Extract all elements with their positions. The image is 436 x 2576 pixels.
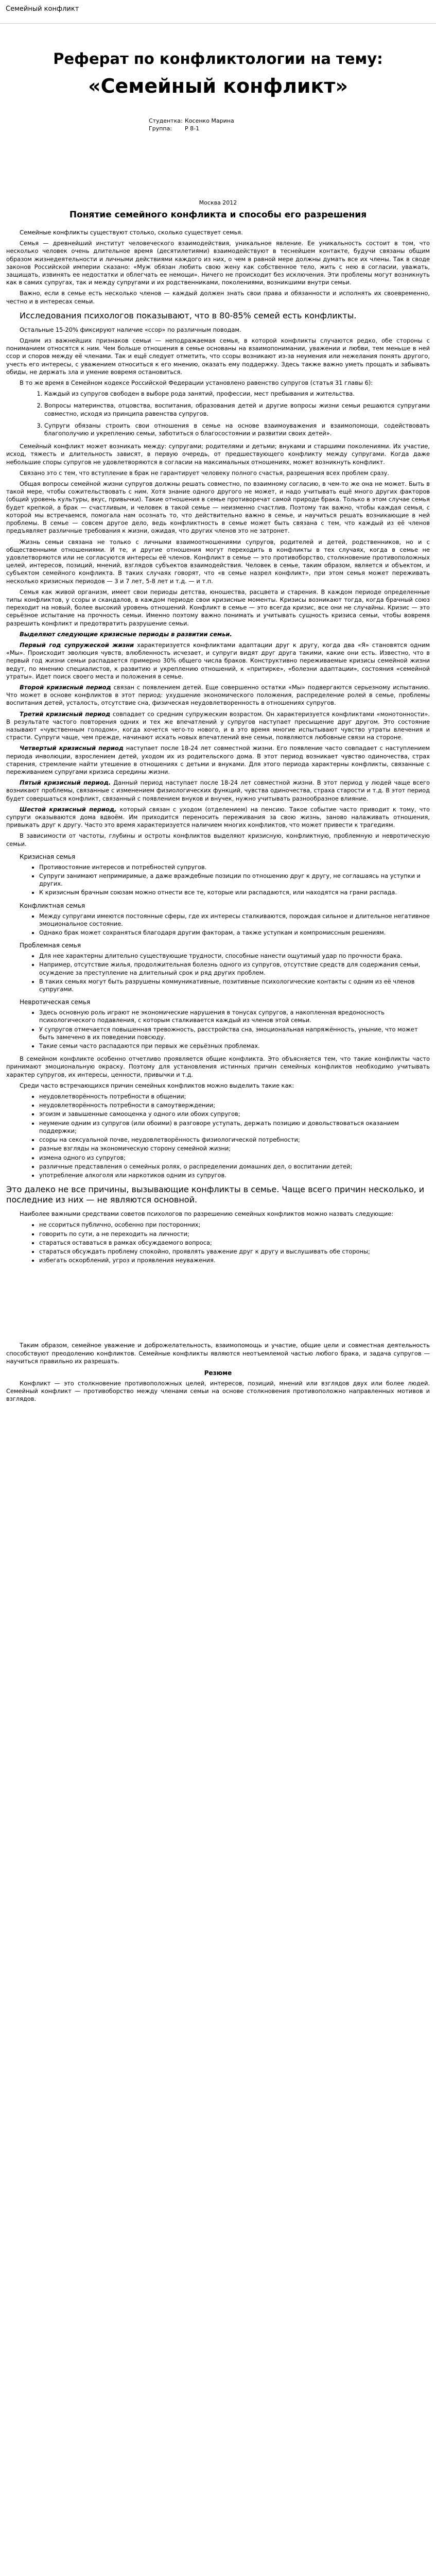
paragraph: Одним из важнейших признаков семьи — неподражаемая семья, в которой конфликты случаются редко, обе стороны с пониманием относятся к ним. Чем больше отношения в семье основаны на взаимопонимании, уважении и любви, тем меньше в ней ссор и споров между её членами. Так и ещё следует отметить, что ссоры возникают из-за неумения или нежелания понять другого, учесть его интересы, с уважением относиться к его мнению, оказать ему поддержку. Здесь также важно уметь прощать и забывать обиды, не держать зла и умение вовремя остановиться.: [6, 337, 430, 376]
period-text: характеризуется конфликтами адаптации друг к другу, когда два «Я» становятся одним «Мы». Происходит эволюция чувств, влюбленность исчезает, и супруги видят друг друга такими, какие они есть. Известно, что в первый год жизни семьи распадается примерно 30% общего числа браков. Конструктивно переживаемые кризисы семейной жизни ведут, по мнению специалистов, к развитию и укреплению отношений, к «притирке», «болезни адаптации», состояния «семейной утраты». Идет поиск своего места и положения в семье.: [6, 641, 430, 680]
period-text: Данный период наступает после 18-24 лет совместной жизни. В этот период у людей чаще всего возникают проблемы, связанные с изменением физиологических функций, чувства одиночества, страха старости и т.д. В этот период будет совершаться конфликт, связанный с появлением внуков и внучек, нужно учитывать разнообразное влияние.: [6, 779, 430, 802]
paragraph: Связано это с тем, что вступление в брак не гарантирует человеку полного счастья, разрешения всех проблем сразу.: [20, 469, 389, 477]
paragraph: Важно, если в семье есть несколько членов — каждый должен знать свои права и обязанности и исполнять их своевременно, честно и в интересах семьи.: [6, 290, 430, 305]
paragraph: В семейном конфликте особенно отчетливо проявляется общие конфликта. Это объясняется тем, что такие конфликты часто принимают эмоциональную окраску. Поэтому для установления истинных причин семейных конфликтов необходимо учитывать характер супругов, их интересы, ценности, привычки и т.д.: [6, 1055, 430, 1078]
advice-list: [6, 1221, 430, 1264]
group-value: Р 8-1: [185, 125, 200, 132]
group-label: Группа:: [149, 125, 172, 132]
family-type-heading: Невротическая семья: [20, 998, 91, 1006]
list-item: • употребление алкоголя или наркотиков одним из супругов.: [39, 1172, 430, 1179]
list-item: • Например, отсутствие жилья, продолжительная болезнь одного из супругов, отсутствие средств для содержания семьи, осуждение за преступление на длительный срок и ряд других проблем.: [39, 961, 430, 976]
list-item: • избегать оскорблений, угроз и проявления неуважения.: [39, 1257, 430, 1264]
period-label: Пятый кризисный период.: [20, 779, 111, 787]
period-label: Третий кризисный период: [20, 710, 111, 718]
list-item: • В таких семьях могут быть разрушены коммуникативные, позитивные психологические контакты с одним из её членов супругами.: [39, 978, 430, 993]
period-label: Первый год супружеской жизни: [20, 641, 134, 649]
document-body: [0, 47, 436, 1403]
section-spacer: [6, 1269, 430, 1342]
list-item: • различные представления о семейных ролях, о распределении домашних дел, о воспитании детей;: [39, 1163, 430, 1171]
paragraph: Семья как живой организм, имеет свои периоды детства, юношества, расцвета и старения. В каждом периоде определенные типы конфликтов, у ссоры и скандалов, в каждом периоде свои кризисные моменты. Кризисы возникают тогда, когда брачный союз переходит на новый, более высокий уровень отношений. Конфликт в семье — это всегда кризис, все они не случайны. Кризис — это серьёзное испытание на прочность семьи. Именно поэтому важно понимать и учитывать сущность кризиса семьи, чтобы вовремя разрешить конфликт и предотвратить разрушение семьи.: [6, 588, 430, 627]
crisis-family-list: [6, 863, 430, 897]
rights-list: [6, 390, 430, 437]
paragraph-period-2: [6, 684, 430, 707]
list-item: • говорить по сути, а не переходить на личности;: [39, 1230, 430, 1238]
paragraph: В зависимости от частоты, глубины и остроты конфликтов выделяют кризисную, конфликтную, проблемную и невротическую семьи.: [6, 832, 430, 848]
period-label: Четвертый кризисный период: [20, 744, 124, 752]
paragraph-period-4: [6, 744, 430, 776]
paragraph-period-1: [6, 641, 430, 681]
list-item: • ссоры на сексуальной почве, неудовлетворённость физиологической потребности;: [39, 1136, 430, 1144]
cover-title: [6, 47, 430, 101]
list-item: • Такие семьи часто распадаются при первых же серьёзных проблемах.: [39, 1042, 430, 1050]
paragraph: Семейный конфликт может возникать между: супругами; родителями и детьми; внуками и старшими поколениями. Их участие, исход, тяжесть и длительность зависят, в первую очередь, от предшествующего конфликту между супругами. Когда даже небольшие споры супругов не удовлетворяются в согласии на максимальных отношениях, может возникнуть конфликт.: [6, 443, 430, 466]
problem-family-list: [6, 952, 430, 993]
lead-statement: Исследования психологов показывают, что в 80-85% семей есть конфликты.: [20, 310, 357, 320]
family-type-heading: Конфликтная семья: [20, 902, 85, 909]
paragraph: Конфликт — это столкновение противоположных целей, интересов, позиций, мнений или взглядов двух или более людей. Семейный конфликт — противоборство между членами семьи на основе столкновения противоположно направленных мотивов и взглядов.: [6, 1379, 430, 1403]
list-item: • Для нее характерны длительно существующие трудности, способные нанести ощутимый удар по прочности брака.: [39, 952, 430, 960]
list-item: • измена одного из супругов;: [39, 1154, 430, 1162]
conflict-family-list: [6, 912, 430, 937]
period-text: который связан с уходом (отделением) на пенсию. Такое событие часто приводит к тому, что супруги оказываются дома вдвоём. Им приходится переносить переживания за свою жизнь, заново налаживать отношения, привыкать друг к другу. Часто это время характеризуется наличием многих конфликтов, что может привести к трагедиям.: [6, 805, 430, 829]
lead-statement: Это далеко не все причины, вызывающие конфликты в семье. Чаще всего причин несколько, и последние из них — не являются основной.: [6, 1184, 425, 1205]
list-item: • эгоизм и завышенные самооценка у одного или обоих супругов;: [39, 1110, 430, 1118]
period-text: наступает после 18-24 лет совместной жизни. Его появление часто совпадает с наступлением периода инволюции, взрослением детей, уходом их из родительского дома. В этот период возникает чувство одиночества, страх старения, стремление найти утешение в отношениях с детьми и внуками. Для этого периода характерны конфликты, связанные с переживанием супругами кризиса середины жизни.: [6, 744, 430, 775]
family-type-heading: Кризисная семья: [20, 853, 76, 860]
list-item: • неудовлетворённость потребности в общении;: [39, 1093, 430, 1100]
neurotic-family-list: [6, 1009, 430, 1050]
list-item: • стараться обсуждать проблему спокойно, проявлять уважение друг к другу и выслушивать обе стороны;: [39, 1248, 430, 1256]
paragraph-period-6: [6, 806, 430, 829]
list-item: 3. Супруги обязаны строить свои отношения в семье на основе взаимоуважения и взаимопомощи, содействовать благополучию и укреплению семьи, заботиться о благосостоянии и развитии своих детей».: [44, 422, 430, 437]
section-title: Понятие семейного конфликта и способы его разрешения: [69, 210, 367, 220]
causes-list: [6, 1093, 430, 1179]
list-item: • стараться оставаться в рамках обсуждаемого вопроса;: [39, 1239, 430, 1247]
paragraph: В то же время в Семейном кодексе Российской Федерации установлено равенство супругов (статья 31 главы 6):: [20, 379, 373, 387]
paragraph: Среди часто встречающихся причин семейных конфликтов можно выделить такие как:: [20, 1081, 294, 1089]
list-item: • неудовлетворённость потребности в самоутверждении;: [39, 1101, 430, 1109]
list-item: • У супругов отмечается повышенная тревожность, расстройства сна, эмоциональная напряжённость, уныние, что может быть замечено в их поведении повсюду.: [39, 1026, 430, 1041]
author-block: [149, 117, 430, 132]
list-item: 1. Каждый из супругов свободен в выборе рода занятий, профессии, мест пребывания и жительства.: [44, 390, 430, 398]
paragraph: Семейные конфликты существуют столько, сколько существует семья.: [20, 229, 243, 236]
paragraph: Таким образом, семейное уважение и доброжелательность, взаимопомощь и участие, общие цели и совместная деятельность способствуют преодолению конфликтов. Семейные конфликты являются неотъемлемой частью любого брака, и задача супругов — научиться правильно их разрешать.: [6, 1342, 430, 1365]
paragraph: Общая вопросы семейной жизни супругов должны решать совместно, по взаимному согласию, в чем-то же она не может. Быть в такой мере, чтобы сожительствовать с ним. Хотя знание одного другого не может, и надо учитывать ещё много других факторов (общий уровень культуры, вкус, привычки). Такие отношения в семье противоречат самой природе брака. Только в этом случае семья будет крепкой, а брак — счастливым, и человек в такой семье — неизменно счастлив. Поэтому так важно, чтобы каждая семья, с которой мы встречаемся, помогала нам осознать то, что действительно важно в семье, и научиться решать возникающие в ней проблемы. В семье — совсем другое дело, ведь конфликтность в семье может быть связана с тем, что каждый из её членов предъявляет различные требования к жизни, ожидая, что других членов это не затронет.: [6, 480, 430, 535]
list-item: • Супруги занимают непримиримые, а даже враждебные позиции по отношению друг к другу, не соглашаясь на уступки и других.: [39, 872, 430, 888]
paragraph: Семья — древнейший институт человеческого взаимодействия, уникальное явление. Ее уникальность состоит в том, что несколько человек очень длительное время (десятилетиями) взаимодействуют в теснейшем контакте, будучи связаны общим образом жизнедеятельности и личными действиями каждого из них, о чем в равной мере должны думать все их члены. Так в своде законов Российской империи сказано: «Муж обязан любить свою жену как собственное тело, жить с нею в согласии, уважать, защищать, извинять ее недостатки и облегчать ее немощи». Ничего не происходит без исключения. Эти проблемы могут возникнуть как в самих супругах, так и между супругами и их родственниками, поколениями, возникшими внутри семьи.: [6, 240, 430, 286]
period-text: связан с появлением детей. Еще совершенно остатки «Мы» подвергаются серьезному испытанию. Что может в основе конфликтов в этот период: ухудшение экономического положения, распределение ролей в семье, проблемы воспитания детей, усталость, отсутствие сна, физическая неудовлетворенность в отношениях супругов.: [6, 683, 430, 707]
list-item: • Здесь основную роль играют не экономические нарушения в тонусах супругов, а накопленная вредоносность психологического подавления, с которым сталкивается каждый из членов этой семьи.: [39, 1009, 430, 1024]
paragraph: Остальные 15-20% фиксируют наличие «ссор» по различным поводам.: [20, 326, 241, 333]
summary-heading: Резюме: [204, 1369, 232, 1377]
cover-date: Москва 2012: [199, 199, 237, 206]
cover-title-line2: «Семейный конфликт»: [88, 75, 348, 97]
cover-title-line1: Реферат по конфликтологии на тему:: [53, 50, 383, 67]
list-item: • Между супругами имеются постоянные сферы, где их интересы сталкиваются, порождая сильное и длительное негативное эмоциональное состояние.: [39, 912, 430, 928]
cover-spacer: [6, 132, 430, 199]
author-row-student: [149, 117, 430, 125]
paragraph-period-5: [6, 779, 430, 803]
author-row-group: [149, 125, 430, 132]
list-item: • неумение одним из супругов (или обоими) в разговоре уступать, держать позицию и довольствоваться оказанием поддержки;: [39, 1120, 430, 1135]
list-item: • К кризисным брачным союзам можно отнести все те, которые или распадаются, или находятся на грани распада.: [39, 889, 430, 896]
paragraph-period-3: [6, 710, 430, 742]
student-label: Студентка:: [149, 117, 183, 124]
student-value: Косенко Марина: [185, 117, 234, 124]
paragraph: Жизнь семьи связана не только с личными взаимоотношениями супругов, родителей и детей, родственников, но и с общественными отношениями. И те, и другие отношения могут переходить в конфликты в тех случаях, когда в семье не удовлетворяются или не согласуются интересы её членов. Конфликт в семье — это противоборство, столкновение противоположных целей, интересов, позиций, мнений, взглядов субъектов взаимодействия. Человек в семье, таким образом, является и объектом, и субъектом семейного конфликта. В таких случаях говорят, что «в семье назрел конфликт», при этом семья может переживать несколько кризисных периодов — 3 и 7 лет, 5-8 лет и т.д. — и т.п.: [6, 538, 430, 585]
header-divider: [0, 23, 436, 24]
period-label: Второй кризисный период: [20, 683, 111, 691]
list-item: 2. Вопросы материнства, отцовства, воспитания, образования детей и другие вопросы жизни семьи решаются супругами совместно, исходя из принципа равенства супругов.: [44, 402, 430, 417]
document-title: Семейный конфликт: [6, 5, 79, 13]
list-item: • не ссориться публично, особенно при посторонних;: [39, 1221, 430, 1229]
list-item: • Однако брак может сохраняться благодаря другим факторам, а также уступкам и компромиссным решениям.: [39, 929, 430, 937]
paragraph: Наиболее важными средствами советов психологов по разрешению семейных конфликтов можно назвать следующие:: [20, 1210, 394, 1218]
list-item: • Противостояние интересов и потребностей супругов.: [39, 863, 430, 871]
crisis-periods-heading: Выделяют следующие кризисные периоды в развитии семьи.: [20, 630, 232, 638]
period-label: Шестой кризисный период,: [20, 805, 117, 813]
family-type-heading: Проблемная семья: [20, 942, 81, 950]
list-item: • разные взгляды на экономическую сторону семейной жизни;: [39, 1145, 430, 1153]
period-text: совпадает со средним супружеским возрастом. Он характеризуется конфликтами «монотонности». В результате частого повторения одних и тех же впечатлений у супругов наступает пресыщение друг другом. Это состояние называют «чувственным голодом», когда хочется чего-то нового, и в это время многие испытывают чувство утраты влечения и страсти. Супруги чаще, чем прежде, начинают искать новых впечатлений вне семьи, появляются любовные связи на стороне.: [6, 710, 430, 741]
